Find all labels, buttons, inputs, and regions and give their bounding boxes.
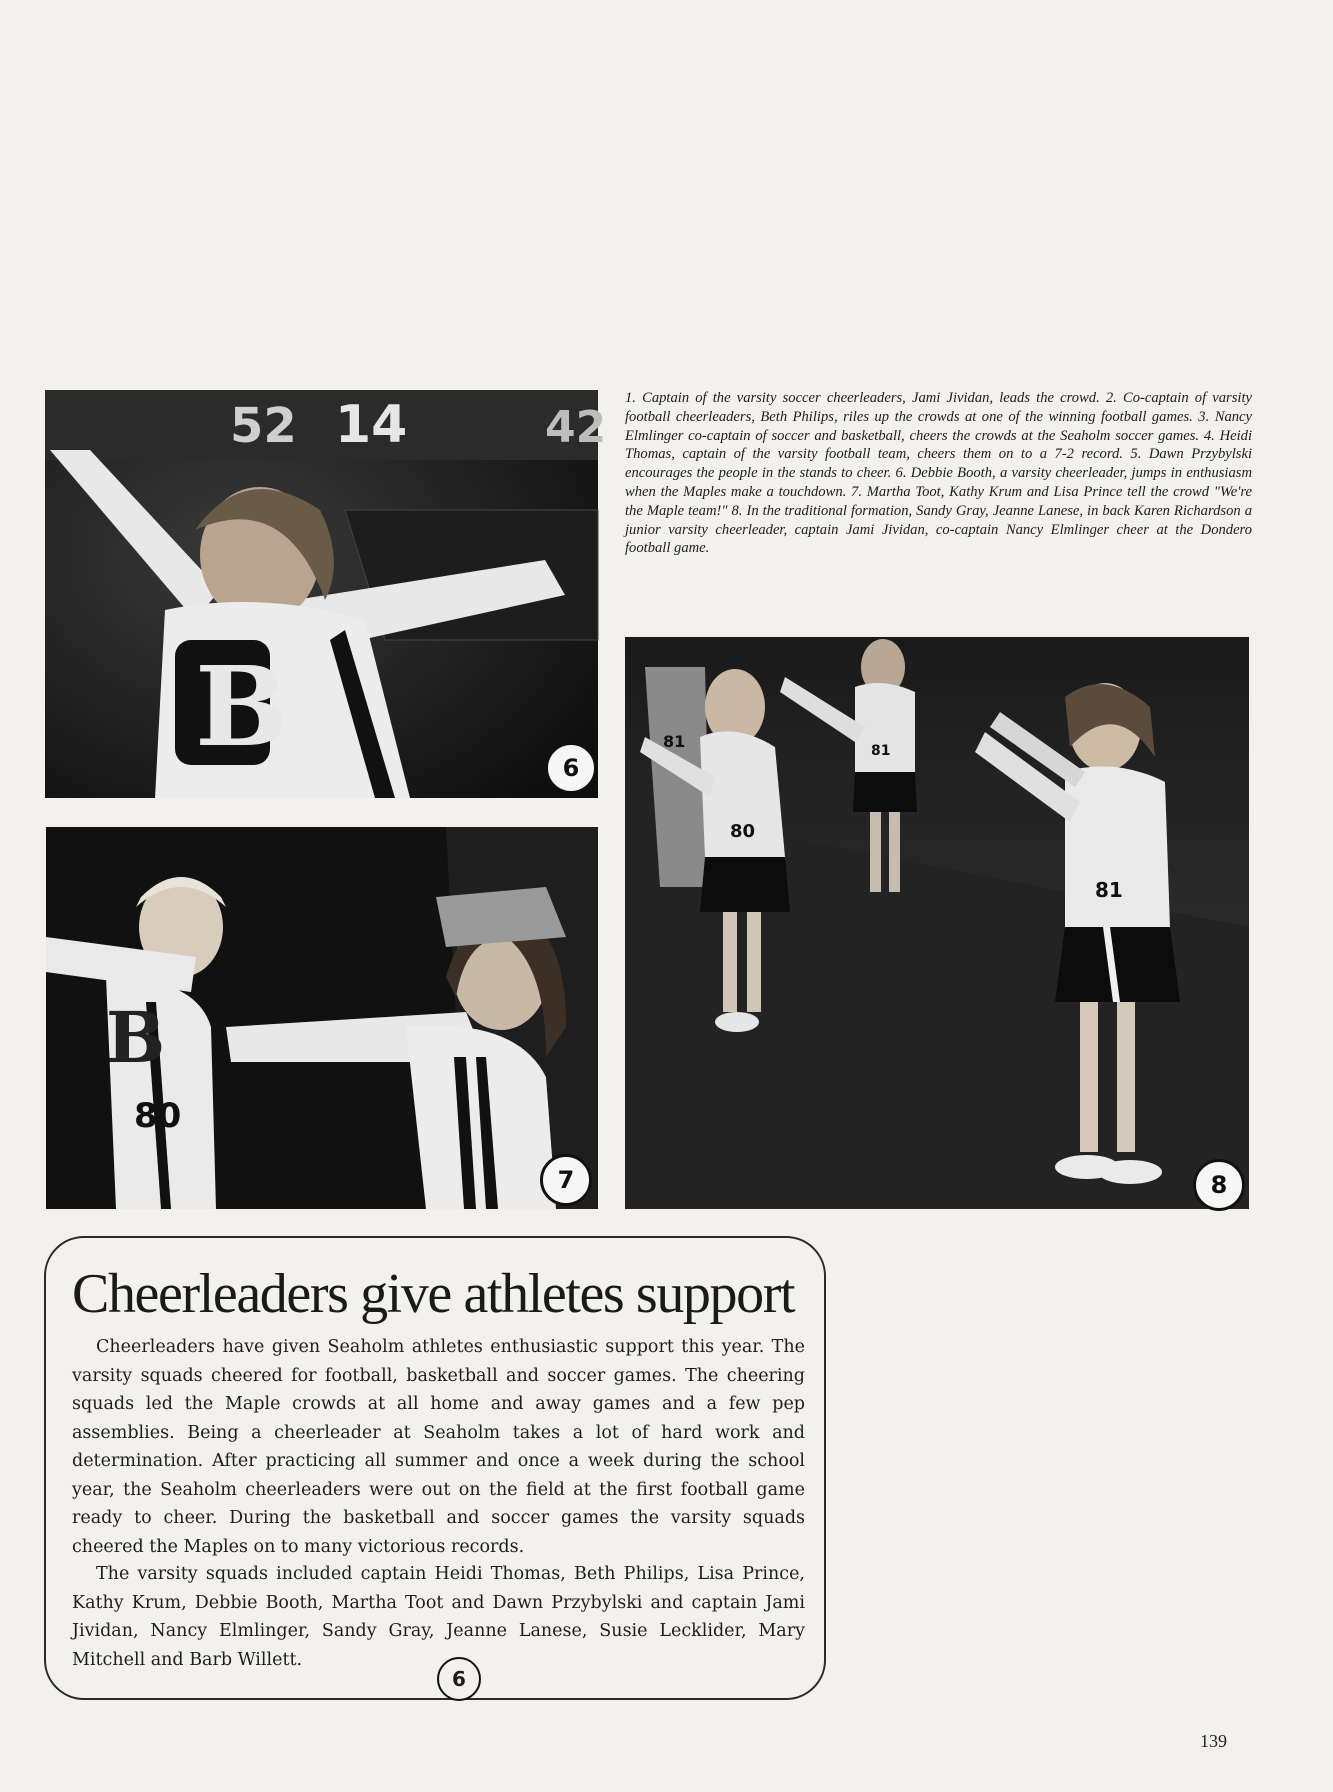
photo-6 xyxy=(45,390,607,798)
sweater-letter-b: B xyxy=(195,642,288,771)
photo-7-image xyxy=(46,827,598,1209)
photo-8-number-badge: 8 xyxy=(1193,1159,1245,1211)
photo-7 xyxy=(46,827,598,1209)
photo-caption: 1. Captain of the varsity soccer cheerleaders, Jami Jividan, leads the crowd. 2. Co-captain of varsity football cheerleaders, Beth Philips, riles up the crowds at one of the winning football games. 3. Nancy Elmlinger co-captain of soccer and basketball, cheers the crowds at the Seaholm soccer games. 4. Heidi Thomas, captain of the varsity football team, cheers them on to a 7-2 record. 5. Dawn Przybylski encourages the people in the stands to cheer. 6. Debbie Booth, a varsity cheerleader, jumps in enthusiasm when the Maples make a touchdown. 7. Martha Toot, Kathy Krum and Lisa Prince tell the crowd "We're the Maple team!" 8. In the traditional formation, Sandy Gray, Jeanne Lanese, in back Karen Richardson a junior varsity cheerleader, captain Jami Jividan, co-captain Nancy Elmlinger cheer at the Dondero football game. xyxy=(625,390,1252,557)
sweater-letter-b: B xyxy=(106,996,166,1079)
story-number-badge: 6 xyxy=(437,1657,481,1701)
jersey-81-right: 81 xyxy=(1095,878,1123,902)
photo-6-image xyxy=(45,390,607,798)
jersey-80: 81 xyxy=(871,743,891,759)
photo-8 xyxy=(625,637,1249,1209)
jersey-52: 52 xyxy=(230,398,297,454)
story-title: Cheerleaders give athletes support xyxy=(72,1263,795,1325)
story-paragraph-2: The varsity squads included captain Heidi Thomas, Beth Philips, Lisa Prince, Kathy Krum, Debbie Booth, Martha Toot and Dawn Przybylski and captain Jami Jividan, Nancy Elmlinger, Sandy Gray, Jeanne Lanese, Susie Lecklider, Mary Mitchell and Barb Willett. xyxy=(72,1564,805,1670)
jersey-14: 14 xyxy=(335,395,408,455)
story-paragraph-1: Cheerleaders have given Seaholm athletes enthusiastic support this year. The varsity squads cheered for football, basketball and soccer games. The cheering squads led the Maple crowds at all home and away games and a few pep assemblies. Being a cheerleader at Seaholm takes a lot of hard work and determination. After practicing all summer and once a week during the school year, the Seaholm cheerleaders were out on the field at the first football game ready to cheer. During the basketball and soccer games the varsity squads cheered the Maples on to many victorious records. xyxy=(72,1337,805,1557)
page-number: 139 xyxy=(1200,1731,1227,1751)
photo-8-image xyxy=(625,637,1249,1209)
photo-7-number-badge: 7 xyxy=(540,1154,592,1206)
photo-6-number-badge: 6 xyxy=(545,742,597,794)
jersey-80: 80 xyxy=(134,1096,182,1136)
jersey-81-back: 81 xyxy=(663,732,686,751)
jersey-81-left: 80 xyxy=(730,821,756,842)
jersey-42: 42 xyxy=(545,402,607,453)
